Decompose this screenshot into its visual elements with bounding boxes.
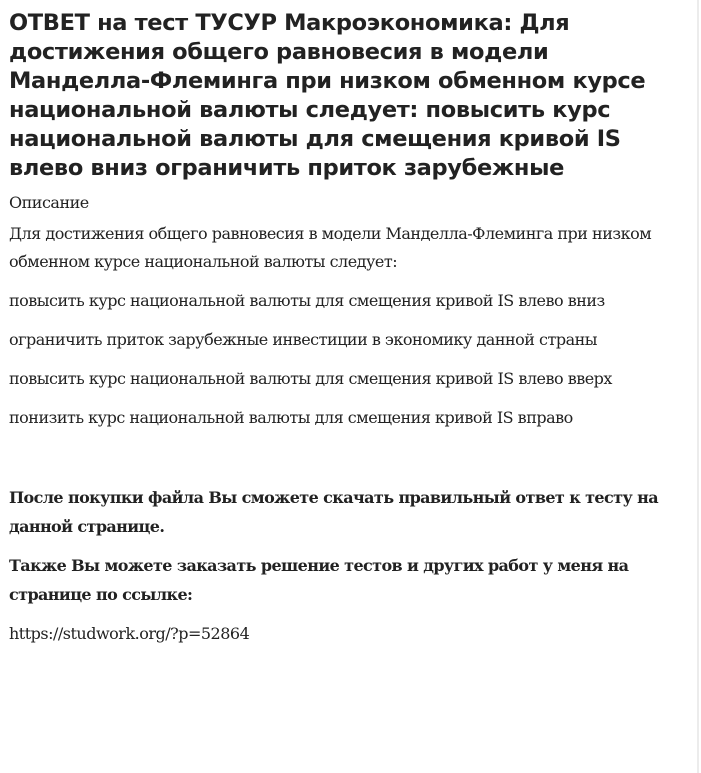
answer-option-3: повысить курс национальной валюты для смещения кривой IS влево вверх bbox=[9, 369, 612, 388]
page-title: ОТВЕТ на тест ТУСУР Макроэкономика: Для достижения общего равновесия в модели Манделла-Флеминга при низком обменном курсе национальной валюты следует: повысить курс национальной валюты для смещения кривой IS влево вниз ограничить приток зарубежные bbox=[9, 10, 646, 181]
answer-option-2: ограничить приток зарубежные инвестиции в экономику данной страны bbox=[9, 330, 598, 349]
order-notice: Также Вы можете заказать решение тестов и других работ у меня на странице по ссылке: bbox=[9, 556, 629, 604]
description-label: Описание bbox=[9, 193, 89, 212]
purchase-notice: После покупки файла Вы сможете скачать правильный ответ к тесту на данной странице. bbox=[9, 488, 658, 536]
answer-option-4: понизить курс национальной валюты для смещения кривой IS вправо bbox=[9, 408, 573, 427]
order-link[interactable]: https://studwork.org/?p=52864 bbox=[9, 624, 250, 643]
question-text: Для достижения общего равновесия в модели Манделла-Флеминга при низком обменном курсе национальной валюты следует: bbox=[9, 224, 652, 271]
answer-option-1: повысить курс национальной валюты для смещения кривой IS влево вниз bbox=[9, 291, 605, 310]
